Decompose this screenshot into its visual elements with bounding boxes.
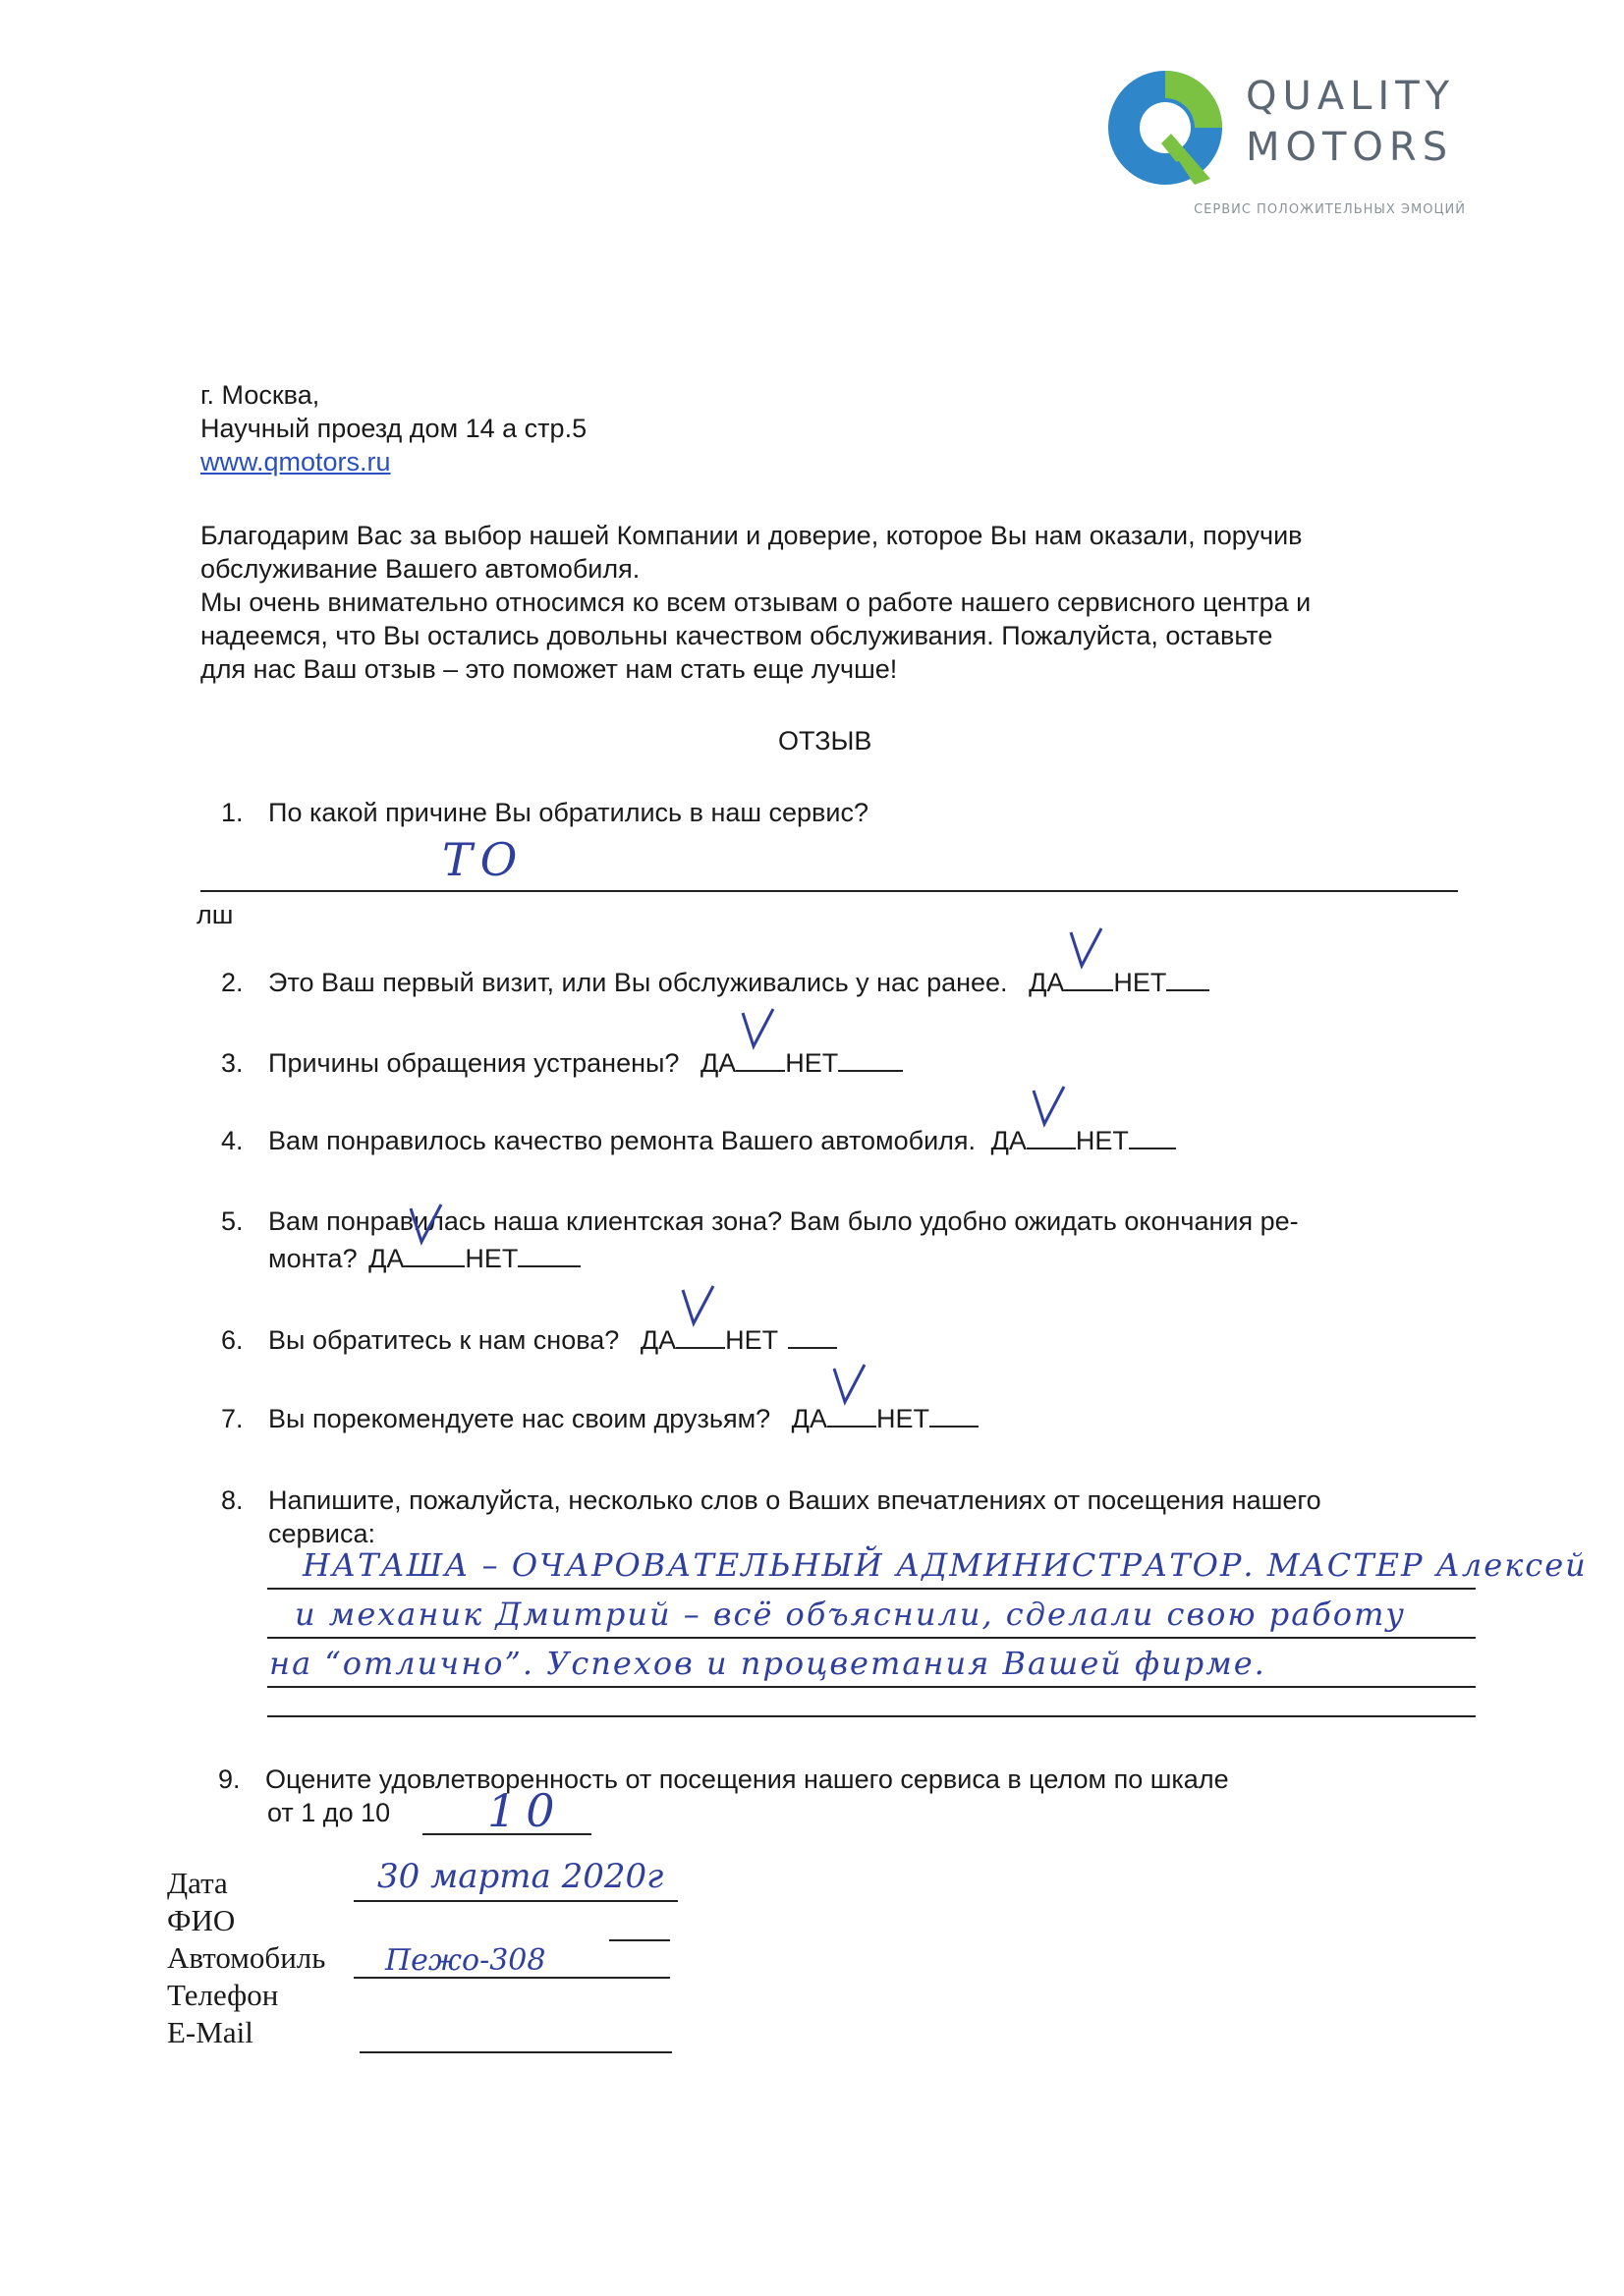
no-checkbox[interactable] — [929, 1404, 979, 1428]
check-mark-icon — [740, 1007, 777, 1052]
question-8 — [221, 1484, 1321, 1550]
question-text-continued: сервиса: — [268, 1519, 375, 1548]
logo-line-1: QUALITY — [1246, 74, 1456, 119]
question-text: Вам понравилось качество ремонта Вашего автомобиля. — [268, 1126, 977, 1155]
email-line — [360, 2051, 672, 2053]
question-number: 6. — [221, 1325, 244, 1355]
yes-label: ДА — [700, 1048, 737, 1078]
question-number: 1. — [221, 798, 244, 827]
intro-line: Благодарим Вас за выбор нашей Компании и доверие, которое Вы нам оказали, поручив — [200, 521, 1303, 550]
yes-label: ДА — [368, 1244, 405, 1273]
logo-tagline: СЕРВИС ПОЛОЖИТЕЛЬНЫХ ЭМОЦИЙ — [1194, 202, 1466, 217]
car-line — [354, 1977, 670, 1979]
yes-label: ДА — [1029, 968, 1065, 997]
question-text: Напишите, пожалуйста, несколько слов о Ваших впечатлениях от посещения нашего — [268, 1485, 1321, 1515]
no-label: НЕТ — [1113, 968, 1167, 997]
name-label: ФИО — [167, 1903, 236, 1937]
company-logo — [1100, 63, 1484, 230]
yes-label: ДА — [990, 1126, 1027, 1155]
check-mark-icon — [831, 1363, 868, 1408]
question-text-continued: от 1 до 10 — [267, 1798, 391, 1827]
no-label: НЕТ — [725, 1325, 779, 1355]
question-text: Вы обратитесь к нам снова? — [268, 1325, 620, 1355]
answer-8-rule — [267, 1715, 1476, 1717]
name-line — [609, 1939, 670, 1941]
intro-line: для нас Ваш отзыв – это поможет нам стать еще лучше! — [200, 654, 898, 684]
yes-label: ДА — [640, 1325, 677, 1355]
question-number: 7. — [221, 1404, 244, 1433]
answer-8-rule — [267, 1588, 1476, 1590]
question-2 — [221, 966, 1209, 999]
question-text: Это Ваш первый визит, или Вы обслуживались у нас ранее. — [268, 968, 1008, 997]
no-checkbox[interactable] — [788, 1325, 837, 1349]
question-number: 3. — [221, 1048, 244, 1078]
intro-line: надеемся, что Вы остались довольны качеством обслуживания. Пожалуйста, оставьте — [200, 621, 1273, 650]
answer-1-handwritten: ТО — [442, 833, 526, 886]
no-checkbox[interactable] — [1166, 968, 1209, 991]
question-7 — [221, 1402, 979, 1435]
question-number: 5. — [221, 1206, 244, 1236]
no-label: НЕТ — [785, 1048, 839, 1078]
date-label: Дата — [167, 1866, 228, 1900]
check-mark-icon — [1068, 926, 1105, 972]
yes-label: ДА — [791, 1404, 827, 1433]
answer-9-handwritten: 10 — [487, 1784, 565, 1837]
question-number: 9. — [218, 1764, 241, 1794]
intro-line: Мы очень внимательно относимся ко всем отзывам о работе нашего сервисного центра и — [200, 588, 1312, 617]
logo-line-2: MOTORS — [1246, 125, 1454, 170]
website-link[interactable]: www.qmotors.ru — [200, 447, 391, 476]
no-label: НЕТ — [1075, 1126, 1129, 1155]
date-value[interactable]: 30 марта 2020г — [377, 1857, 664, 1896]
question-9 — [218, 1763, 1229, 1829]
question-text: Оцените удовлетворенность от посещения нашего сервиса в целом по шкале — [265, 1764, 1229, 1794]
answer-8-line-1: НАТАША – ОЧАРОВАТЕЛЬНЫЙ АДМИНИСТРАТОР. МАСТЕР Алексей — [303, 1546, 1588, 1584]
yes-checkbox[interactable] — [404, 1244, 465, 1267]
question-text-continued: монта? — [268, 1244, 358, 1273]
question-text: Вам понравилась наша клиентская зона? Вам было удобно ожидать окончания ре- — [268, 1206, 1299, 1236]
yes-checkbox[interactable] — [676, 1325, 725, 1349]
footer-labels — [167, 1865, 325, 2051]
answer-8-rule — [267, 1637, 1476, 1639]
check-mark-icon — [408, 1203, 445, 1248]
question-number: 8. — [221, 1485, 244, 1515]
car-label: Автомобиль — [167, 1940, 326, 1975]
no-label: НЕТ — [875, 1404, 929, 1433]
no-checkbox[interactable] — [1129, 1126, 1176, 1149]
question-number: 4. — [221, 1126, 244, 1155]
question-1 — [221, 796, 868, 829]
car-value[interactable]: Пежо-308 — [385, 1943, 546, 1978]
operator-initials: лш — [196, 900, 234, 929]
address-city: г. Москва, — [200, 380, 320, 410]
q-logo-icon — [1100, 63, 1230, 193]
question-5 — [221, 1204, 1299, 1275]
address-street: Научный проезд дом 14 а стр.5 — [200, 414, 588, 443]
check-mark-icon — [680, 1284, 717, 1329]
check-mark-icon — [1031, 1085, 1068, 1130]
form-title: ОТЗЫВ — [778, 726, 872, 756]
answer-8-line-2: и механик Дмитрий – всё объяснили, сделали свою работу — [295, 1596, 1406, 1633]
intro-paragraph — [200, 519, 1478, 686]
yes-checkbox[interactable] — [827, 1404, 876, 1428]
question-number: 2. — [221, 968, 244, 997]
answer-9-line — [422, 1833, 591, 1835]
yes-checkbox[interactable] — [1027, 1126, 1076, 1149]
question-4 — [221, 1124, 1176, 1157]
answer-8-line-3: на “отлично”. Успехов и процветания Вашей фирме. — [269, 1645, 1266, 1682]
no-checkbox[interactable] — [518, 1244, 581, 1267]
phone-label: Телефон — [167, 1978, 279, 2012]
yes-checkbox[interactable] — [1064, 968, 1113, 991]
question-6 — [221, 1323, 837, 1357]
answer-8-rule — [267, 1686, 1476, 1688]
question-3 — [221, 1046, 903, 1080]
answer-1-line — [200, 890, 1458, 892]
date-line — [354, 1900, 678, 1902]
email-label: E-Mail — [167, 2015, 253, 2049]
address-block — [200, 378, 587, 478]
intro-line: обслуживание Вашего автомобиля. — [200, 554, 641, 584]
question-text: Причины обращения устранены? — [268, 1048, 680, 1078]
question-text: По какой причине Вы обратились в наш сервис? — [268, 798, 869, 827]
no-label: НЕТ — [465, 1244, 519, 1273]
yes-checkbox[interactable] — [736, 1048, 785, 1072]
no-checkbox[interactable] — [838, 1048, 903, 1072]
question-text: Вы порекомендуете нас своим друзьям? — [268, 1404, 771, 1433]
